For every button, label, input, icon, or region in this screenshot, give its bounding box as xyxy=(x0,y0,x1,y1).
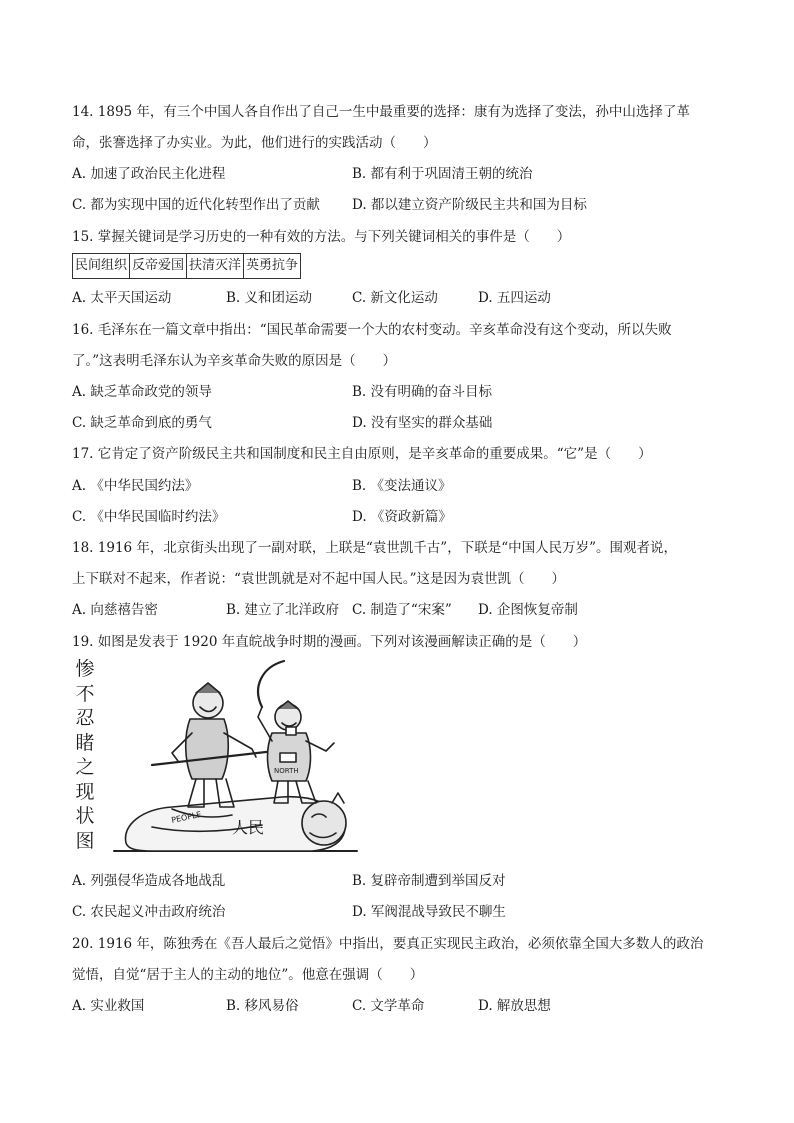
q15-option-c: C. 新文化运动 xyxy=(352,290,438,306)
q15-keyword-table xyxy=(72,253,301,279)
q16-stem-line2: 了。”这表明毛泽东认为辛亥革命失败的原因是（ ） xyxy=(72,353,397,369)
cartoon-title-char: 睹 xyxy=(75,731,95,754)
q14-option-a: A. 加速了政治民主化进程 xyxy=(72,166,226,182)
cartoon-drawing xyxy=(112,657,362,857)
q15-option-d: D. 五四运动 xyxy=(478,290,551,306)
q17-option-c: C. 《中华民国临时约法》 xyxy=(72,509,226,525)
cartoon-label-people-cn: 人民 xyxy=(232,818,265,837)
q16-option-d: D. 没有坚实的群众基础 xyxy=(352,415,493,431)
q20-option-a: A. 实业救国 xyxy=(72,998,145,1014)
q16-option-a: A. 缺乏革命政党的领导 xyxy=(72,384,212,400)
q14-option-c: C. 都为实现中国的近代化转型作出了贡献 xyxy=(72,197,320,213)
q15-keyword: 扶清灭洋 xyxy=(187,254,244,279)
q15-option-b: B. 义和团运动 xyxy=(226,290,313,306)
q18-option-c: C. 制造了“宋案” xyxy=(352,602,452,618)
cartoon-title xyxy=(72,657,98,853)
cartoon-title-char: 忍 xyxy=(75,707,95,729)
q18-stem-line2: 上下联对不起来，作者说：“袁世凯就是对不起中国人民。”这是因为袁世凯（ ） xyxy=(72,571,566,587)
q18-option-d: D. 企图恢复帝制 xyxy=(478,602,578,618)
q19-option-d: D. 军阀混战导致民不聊生 xyxy=(352,904,506,920)
q18-stem-line1: 18. 1916 年，北京街头出现了一副对联，上联是“袁世凯千古”，下联是“中国人民万岁”。围观者说， xyxy=(72,540,678,556)
q15-option-a: A. 太平天国运动 xyxy=(72,290,172,306)
q17-option-b: B. 《变法通议》 xyxy=(352,478,452,494)
q20-stem-line1: 20. 1916 年，陈独秀在《吾人最后之觉悟》中指出，要真正实现民主政治，必须依靠全国大多数人的政治 xyxy=(72,936,704,952)
q20-option-b: B. 移风易俗 xyxy=(226,998,299,1014)
cartoon-title-char: 图 xyxy=(75,829,95,852)
cartoon-label-people-en: PEOPLE xyxy=(170,809,203,825)
q19-option-b: B. 复辟帝制遭到举国反对 xyxy=(352,873,506,889)
q15-stem: 15. 掌握关键词是学习历史的一种有效的方法。与下列关键词相关的事件是（ ） xyxy=(72,229,571,245)
q18-option-b: B. 建立了北洋政府 xyxy=(226,602,340,618)
cartoon-title-char: 惨 xyxy=(75,658,95,680)
q14-option-d: D. 都以建立资产阶级民主共和国为目标 xyxy=(352,197,587,213)
q19-cartoon xyxy=(72,657,362,857)
q20-option-d: D. 解放思想 xyxy=(478,998,551,1014)
q17-option-d: D. 《资政新篇》 xyxy=(352,509,452,525)
q19-option-a: A. 列强侵华造成各地战乱 xyxy=(72,873,226,889)
q15-keyword: 反帝爱国 xyxy=(130,254,187,279)
q16-stem-line1: 16. 毛泽东在一篇文章中指出：“国民革命需要一个大的农村变动。辛亥革命没有这个变动，所以失败 xyxy=(72,322,672,338)
q16-option-c: C. 缺乏革命到底的勇气 xyxy=(72,415,212,431)
cartoon-title-char: 之 xyxy=(75,756,95,778)
q20-stem-line2: 觉悟，自觉“居于主人的主动的地位”。他意在强调（ ） xyxy=(72,967,424,983)
cartoon-title-char: 不 xyxy=(75,682,95,705)
q14-stem-line2: 命，张謇选择了办实业。为此，他们进行的实践活动（ ） xyxy=(72,135,437,151)
cartoon-label-north: NORTH xyxy=(274,767,299,775)
q20-option-c: C. 文学革命 xyxy=(352,998,425,1014)
q14-option-b: B. 都有利于巩固清王朝的统治 xyxy=(352,166,533,182)
q17-option-a: A. 《中华民国约法》 xyxy=(72,478,199,494)
q16-option-b: B. 没有明确的奋斗目标 xyxy=(352,384,493,400)
cartoon-title-char: 现 xyxy=(75,780,95,803)
q19-option-c: C. 农民起义冲击政府统治 xyxy=(72,904,226,920)
cartoon-title-char: 状 xyxy=(75,805,95,827)
q19-stem: 19. 如图是发表于 1920 年直皖战争时期的漫画。下列对该漫画解读正确的是（ ） xyxy=(72,634,587,650)
q15-keyword: 英勇抗争 xyxy=(244,254,301,279)
q17-stem: 17. 它肯定了资产阶级民主共和国制度和民主自由原则，是辛亥革命的重要成果。“它”是（ ） xyxy=(72,446,652,462)
q18-option-a: A. 向慈禧告密 xyxy=(72,602,158,618)
q14-stem-line1: 14. 1895 年，有三个中国人各自作出了自己一生中最重要的选择：康有为选择了变法，孙中山选择了革 xyxy=(72,104,690,120)
q15-keyword: 民间组织 xyxy=(73,254,130,279)
